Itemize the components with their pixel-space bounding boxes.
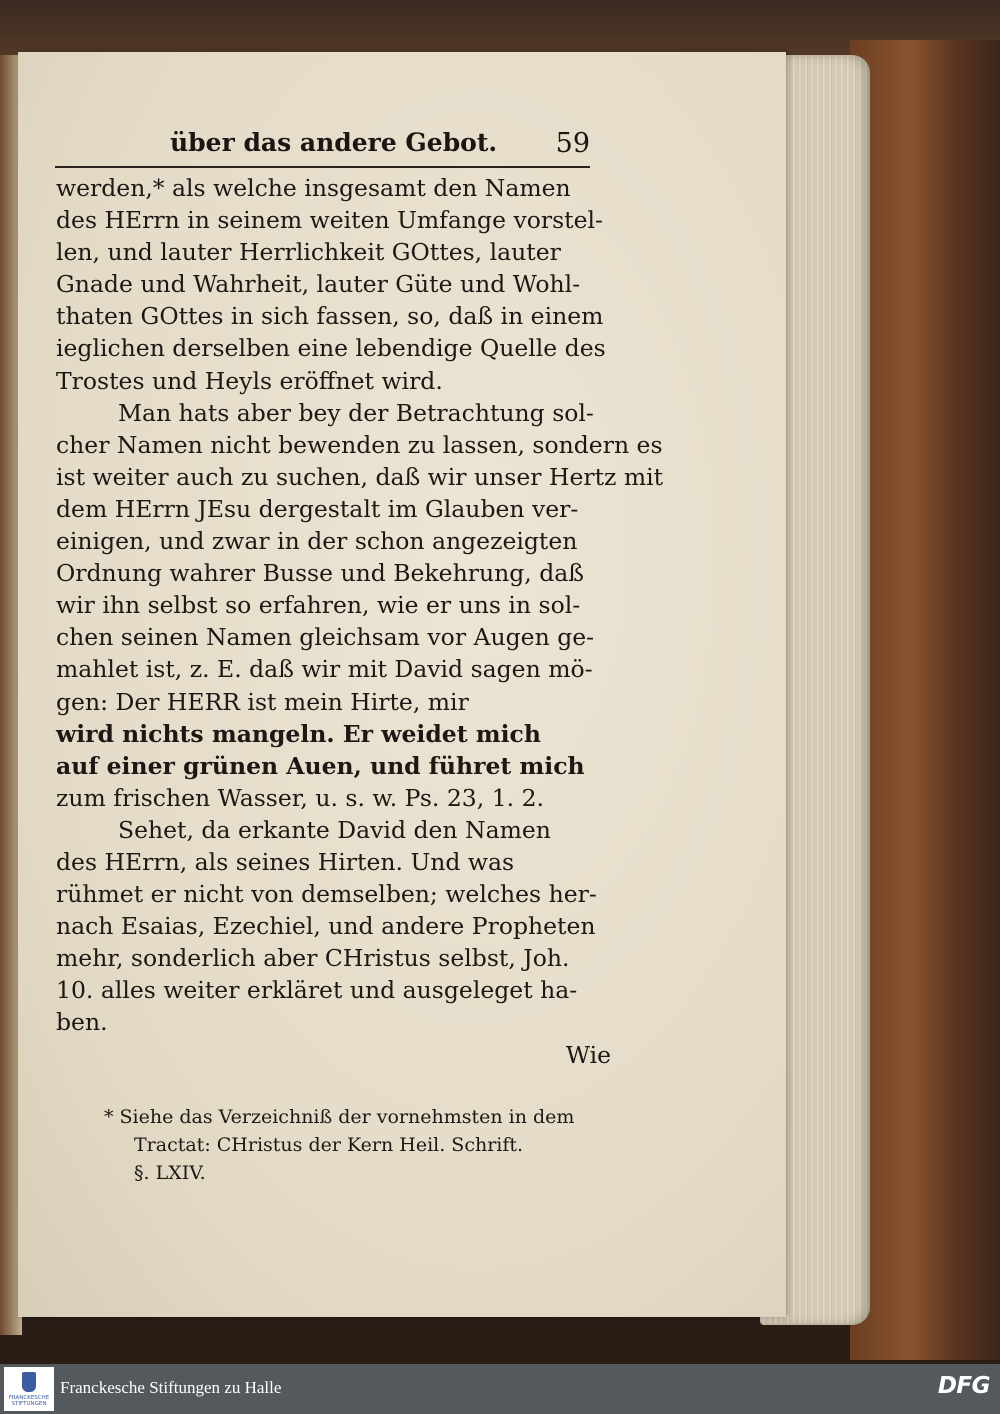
footnote-line: * Siehe das Verzeichniß der vornehmsten in dem — [104, 1106, 575, 1128]
body-text — [56, 172, 664, 1071]
text-line: Sehet, da erkante David den Namen — [118, 815, 551, 844]
text-line: dem HErrn JEsu dergestalt im Glauben ver- — [56, 494, 579, 523]
text-line: ist weiter auch zu suchen, daß wir unser Hertz mit — [56, 462, 664, 491]
institution-logo[interactable] — [4, 1367, 54, 1411]
text-line: wird nichts mangeln. Er weidet mich — [56, 719, 541, 748]
text-line: ben. — [56, 1008, 108, 1037]
text-line: Gnade und Wahrheit, lauter Güte und Wohl- — [56, 270, 581, 299]
text-line: rühmet er nicht von demselben; welches her- — [56, 880, 597, 909]
text-line: 10. alles weiter erkläret und ausgeleget ha- — [56, 976, 578, 1005]
text-line: mehr, sonderlich aber CHristus selbst, Joh. — [56, 944, 570, 973]
text-line: mahlet ist, z. E. daß wir mit David sagen mö- — [56, 655, 593, 684]
page-header — [170, 128, 590, 168]
text-line: des HErrn, als seines Hirten. Und was — [56, 847, 515, 876]
text-line: Man hats aber bey der Betrachtung sol- — [118, 398, 594, 427]
text-line: des HErrn in seinem weiten Umfange vorstel- — [56, 206, 603, 235]
text-line: chen seinen Namen gleichsam vor Augen ge- — [56, 623, 595, 652]
catchword: Wie — [565, 1040, 611, 1069]
book-cover-right — [850, 40, 1000, 1360]
logo-text: FRANCKESCHE STIFTUNGEN — [8, 1395, 50, 1407]
text-line: thaten GOttes in sich fassen, so, daß in einem — [56, 302, 604, 331]
page-number: 59 — [555, 128, 590, 159]
text-line: ieglichen derselben eine lebendige Quelle des — [56, 334, 606, 363]
emblem-icon — [22, 1372, 36, 1392]
footnote — [104, 1103, 624, 1187]
text-line: wir ihn selbst so erfahren, wie er uns in sol- — [56, 591, 581, 620]
text-line: einigen, und zwar in der schon angezeigten — [56, 527, 578, 556]
text-line: zum frischen Wasser, u. s. w. Ps. 23, 1. 2. — [56, 783, 545, 812]
footnote-line: §. LXIV. — [134, 1162, 206, 1184]
dfg-logo[interactable]: DFG — [937, 1373, 990, 1399]
text-line: nach Esaias, Ezechiel, und andere Propheten — [56, 912, 596, 941]
viewer-footer — [0, 1364, 1000, 1414]
text-line: auf einer grünen Auen, und führet mich — [56, 751, 585, 780]
running-title: über das andere Gebot. — [170, 128, 498, 157]
text-line: len, und lauter Herrlichkeit GOttes, lauter — [56, 238, 561, 267]
text-line: Ordnung wahrer Busse und Bekehrung, daß — [56, 559, 584, 588]
text-line: werden,* als welche insgesamt den Namen — [56, 174, 571, 202]
institution-name[interactable]: Franckesche Stiftungen zu Halle — [60, 1378, 282, 1397]
header-rule — [55, 166, 590, 168]
text-line: cher Namen nicht bewenden zu lassen, sondern es — [56, 430, 663, 459]
text-line: gen: Der HERR ist mein Hirte, mir — [56, 687, 469, 716]
text-line: Trostes und Heyls eröffnet wird. — [56, 366, 443, 395]
footnote-line: Tractat: CHristus der Kern Heil. Schrift. — [134, 1134, 524, 1156]
